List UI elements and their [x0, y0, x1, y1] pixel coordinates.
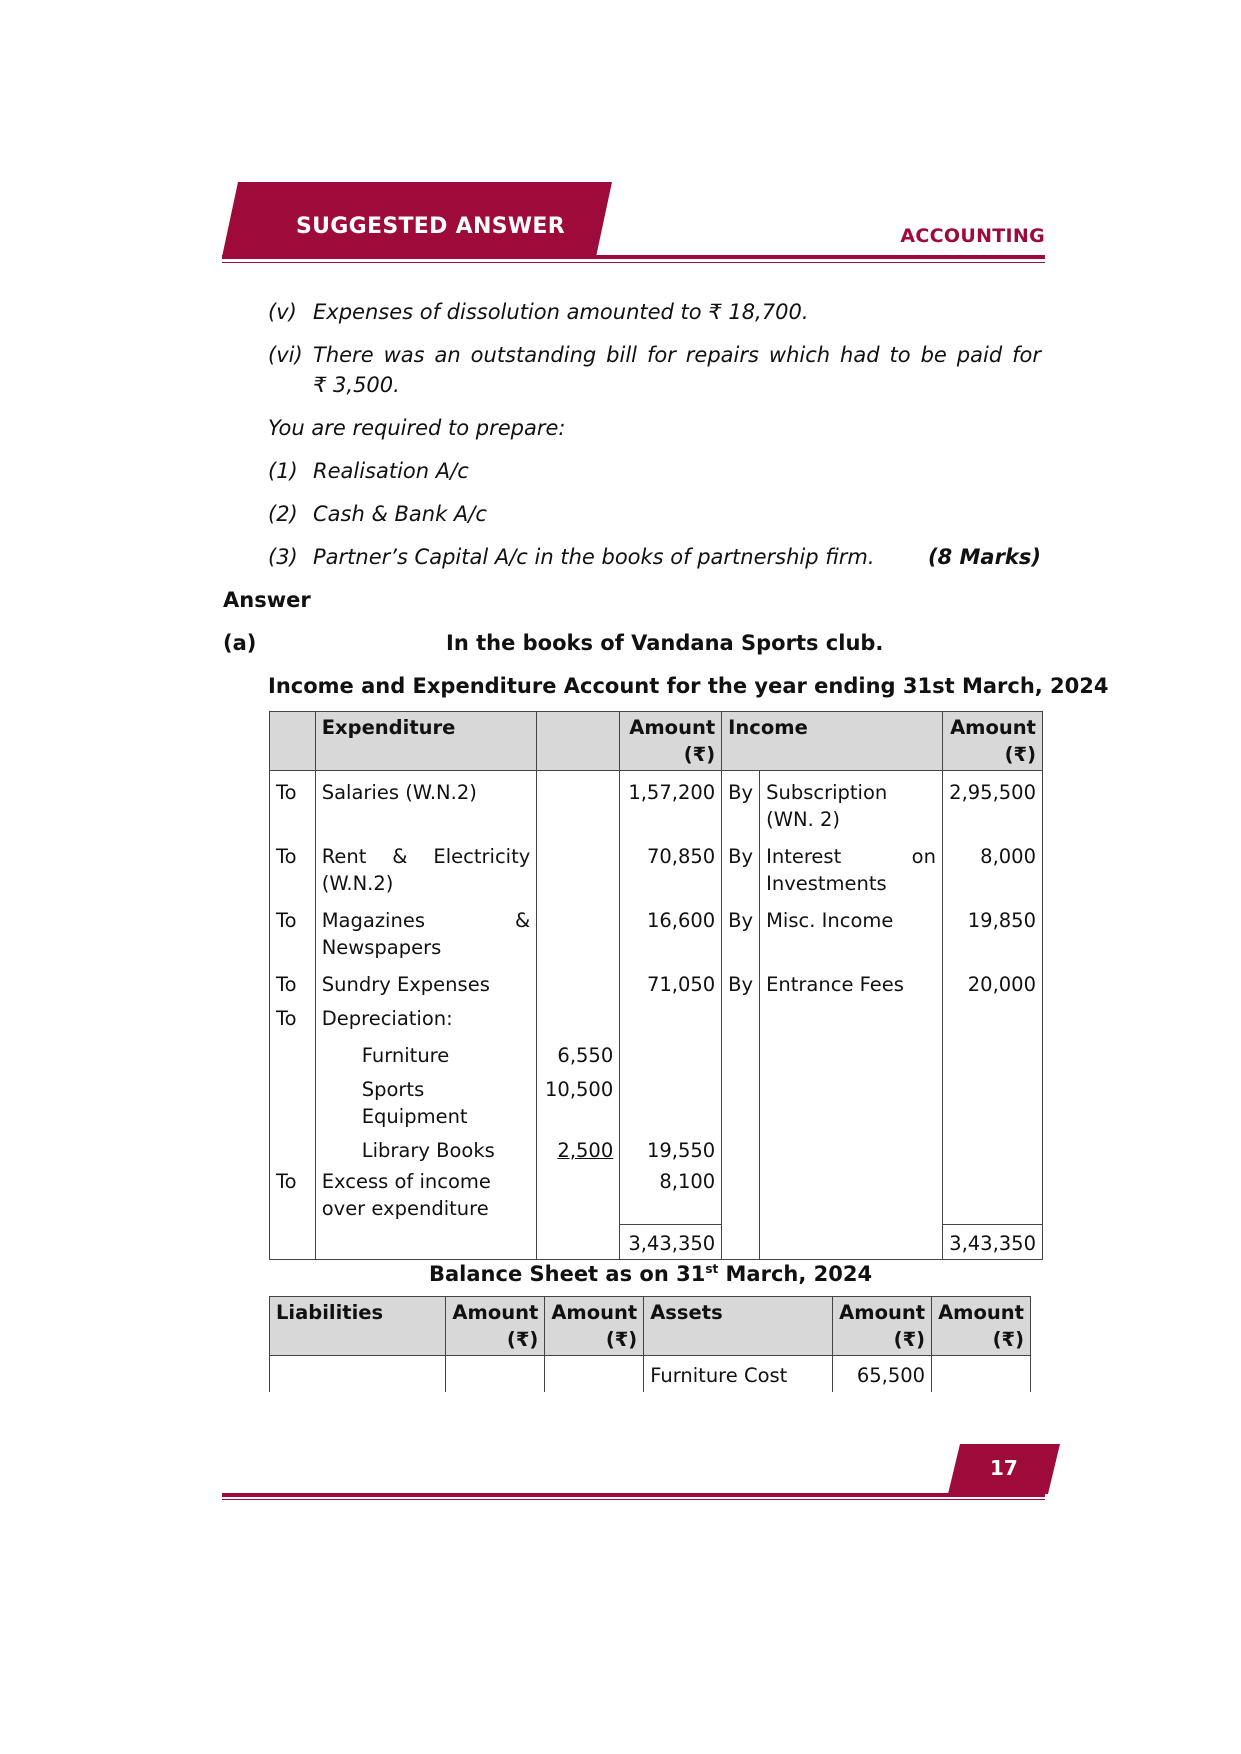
table-row: To Magazines & Newspapers 16,600 By Misc. Income 19,850: [270, 899, 1043, 963]
item-num-vi: (vi): [268, 343, 303, 367]
marks: (8 Marks): [927, 545, 1041, 569]
header-amount-right: Amount (₹): [942, 712, 1042, 771]
table-row: Furniture 6,550: [270, 1034, 1043, 1071]
subject-label: ACCOUNTING: [900, 225, 1045, 247]
answer-label: Answer: [223, 588, 311, 612]
task-num-1: (1): [268, 459, 298, 483]
total-right: 3,43,350: [942, 1224, 1042, 1259]
item-text-vi-cont: ₹ 3,500.: [313, 373, 400, 397]
task-text-3: Partner’s Capital A/c in the books of partnership firm.: [313, 545, 875, 569]
table-row: To Depreciation:: [270, 1000, 1043, 1034]
header-expenditure: Expenditure: [315, 712, 537, 771]
task-num-2: (2): [268, 502, 298, 526]
book-title: In the books of Vandana Sports club.: [446, 631, 884, 655]
answer-part: (a): [223, 631, 257, 655]
item-num-v: (v): [268, 300, 297, 324]
task-num-3: (3): [268, 545, 298, 569]
table-total-row: [270, 1224, 1043, 1259]
header-liabilities: Liabilities: [270, 1297, 446, 1356]
task-text-2: Cash & Bank A/c: [313, 502, 487, 526]
header-tab-label: SUGGESTED ANSWER: [296, 214, 565, 239]
table-row: To Excess of income over expenditure 8,100: [270, 1166, 1043, 1224]
table-header-row: [270, 712, 1043, 771]
table-row: Furniture Cost 65,500: [270, 1356, 1031, 1393]
table-row: Library Books 2,500 19,550: [270, 1132, 1043, 1166]
balance-sheet-table: [269, 1296, 1031, 1392]
page-number: 17: [990, 1456, 1018, 1480]
table-row: To Salaries (W.N.2) 1,57,200 By Subscription (WN. 2) 2,95,500: [270, 771, 1043, 836]
footer-rule: [222, 1493, 1045, 1497]
table-row: To Rent & Electricity (W.N.2) 70,850 By Interest on Investments 8,000: [270, 835, 1043, 899]
instruction: You are required to prepare:: [268, 416, 566, 440]
table-row: To Sundry Expenses 71,050 By Entrance Fees 20,000: [270, 963, 1043, 1000]
total-left: 3,43,350: [620, 1224, 722, 1259]
income-expenditure-table: [269, 711, 1043, 1260]
ie-title: Income and Expenditure Account for the year ending 31st March, 2024: [268, 674, 1109, 698]
header-amount-left: Amount (₹): [620, 712, 722, 771]
bs-title: Balance Sheet as on 31st March, 2024: [429, 1262, 873, 1286]
header-income: Income: [722, 712, 943, 771]
footer-rule-thin: [222, 1499, 1045, 1500]
header-rule: [222, 255, 1045, 259]
item-text-v: Expenses of dissolution amounted to ₹ 18,700.: [313, 300, 809, 324]
bs-header-row: Liabilities Amount (₹) Amount (₹) Assets Amount (₹) Amount (₹): [270, 1297, 1031, 1356]
item-text-vi: There was an outstanding bill for repairs which had to be paid for: [313, 343, 1041, 367]
header-rule-thin: [222, 262, 1045, 263]
header-assets: Assets: [644, 1297, 833, 1356]
task-text-1: Realisation A/c: [313, 459, 469, 483]
table-row: Sports Equipment 10,500: [270, 1071, 1043, 1132]
